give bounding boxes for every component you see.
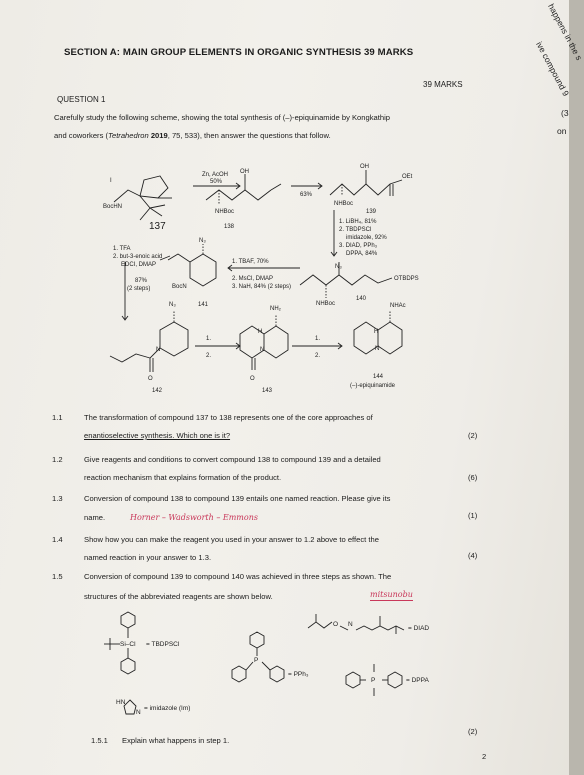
label-n-143: N: [260, 347, 265, 353]
step4-line-3: 3. NaH, 84% (2 steps): [232, 284, 292, 290]
q1-5-1-text: Explain what happens in step 1.: [122, 736, 230, 745]
label-h-143: H: [258, 329, 263, 335]
q1-3-handwritten-answer: Horner – Wadsworth – Emmons: [130, 513, 258, 522]
compound-144: 144: [373, 374, 384, 380]
label-n-imidazole: N: [136, 709, 141, 716]
q1-3-marks: (1): [468, 511, 478, 520]
label-nhboc-139: NHBoc: [334, 201, 354, 207]
step1-yield: 50%: [210, 179, 223, 185]
label-n-142: N: [156, 347, 161, 353]
step3-line-4: 3. DIAD, PPh₃: [339, 243, 378, 249]
question-marks: 39 MARKS: [423, 80, 463, 89]
label-oh-139: OH: [360, 164, 369, 170]
label-dppa: = DPPA: [406, 677, 429, 684]
q1-2-line-1: Give reagents and conditions to convert compound 138 to compound 139 and a detailed: [84, 455, 381, 464]
q1-3-line-2: name.: [84, 513, 106, 522]
step1-reagent: Zn, AcOH: [202, 172, 229, 178]
intro-line-2: and coworkers (Tetrahedron 2019, 75, 533), then answer the questions that follow.: [54, 131, 331, 140]
step5-line-2: 2. but-3-enoic acid: [113, 254, 163, 260]
q1-4-marks: (4): [468, 551, 478, 560]
q1-2-marks: (6): [468, 473, 478, 482]
step3-line-3: imidazole, 92%: [346, 235, 387, 241]
label-diad: = DIAD: [408, 625, 430, 632]
compound-138: 138: [224, 224, 235, 230]
corner-rotated-text: [505, 0, 584, 140]
label-imidazole: = imidazole (Im): [144, 705, 191, 712]
label-bochn-137: BocHN: [103, 204, 123, 210]
q1-1-number: 1.1: [52, 413, 63, 422]
q1-5-handwritten-note: mitsunobu: [370, 590, 413, 599]
q1-4-number: 1.4: [52, 535, 63, 544]
q1-2-number: 1.2: [52, 455, 63, 464]
label-bocn-141: BocN: [172, 284, 187, 290]
synthesis-scheme: [0, 150, 569, 400]
q1-5-1-number: 1.5.1: [91, 736, 108, 745]
compound-139: 139: [366, 209, 377, 215]
step4-line-1: 1. TBAF, 70%: [232, 259, 269, 265]
compound-140: 140: [356, 296, 367, 302]
label-p-pph3: P: [254, 657, 259, 664]
product-name: (–)-epiquinamide: [350, 383, 396, 389]
corner-line-2: ive compound 9: [534, 40, 572, 98]
label-nh2-143: NH₂: [270, 306, 281, 312]
corner-line-4: on: [557, 126, 567, 136]
step3-line-2: 2. TBDPSCl: [339, 227, 372, 233]
q1-3-number: 1.3: [52, 494, 63, 503]
step3-line-5: DPPA, 84%: [346, 251, 378, 257]
section-title: SECTION A: MAIN GROUP ELEMENTS IN ORGANIC SYNTHESIS 39 MARKS: [64, 47, 414, 58]
label-nhboc-138: NHBoc: [215, 209, 235, 215]
page-number: 2: [482, 752, 487, 761]
step5-line-3: EDCI, DMAP: [121, 262, 157, 268]
q1-1-line-2: enantioselective synthesis. Which one is it?: [84, 431, 231, 440]
step4-line-2: 2. MsCl, DMAP: [232, 276, 274, 282]
label-hn-imidazole: HN: [116, 699, 126, 706]
q1-4-line-2: named reaction in your answer to 1.3.: [84, 553, 212, 562]
corner-line-1: happens in the s: [546, 2, 584, 62]
label-o-142: O: [148, 376, 153, 382]
label-n-144: N: [375, 346, 380, 352]
compound-142: 142: [152, 388, 163, 394]
q1-4-line-1: Show how you can make the reagent you used in your answer to 1.2 above to effect the: [84, 535, 379, 544]
label-n3-140: N₃: [335, 264, 342, 270]
q1-5-1-marks: (2): [468, 727, 478, 736]
q1-5-line-1: Conversion of compound 139 to compound 140 was achieved in three steps as shown. The: [84, 572, 392, 581]
q1-5-line-2: structures of the abbreviated reagents are shown below.: [84, 592, 273, 601]
q1-1-marks: (2): [468, 431, 478, 440]
label-n3-142: N₃: [169, 302, 176, 308]
corner-line-3: (3: [561, 108, 569, 118]
step5-yield: 87%: [135, 278, 148, 284]
label-oh-138: OH: [240, 169, 249, 175]
step7-line-2: 2.: [315, 353, 321, 359]
step2-yield: 63%: [300, 192, 313, 198]
step6-line-2: 2.: [206, 353, 212, 359]
question-heading: QUESTION 1: [57, 95, 106, 104]
compound-143: 143: [262, 388, 273, 394]
step7-line-1: 1.: [315, 336, 321, 342]
label-o-143: O: [250, 376, 255, 382]
label-si-cl: Si–Cl: [120, 641, 136, 648]
compound-141: 141: [198, 302, 209, 308]
label-oet-139: OEt: [402, 174, 413, 180]
label-pph3: = PPh₃: [288, 671, 309, 678]
label-tbdpscl: = TBDPSCl: [146, 641, 180, 648]
compound-137: 137: [149, 221, 166, 232]
step5-steps: (2 steps): [127, 286, 151, 292]
intro-line-1: Carefully study the following scheme, showing the total synthesis of (–)-epiquinamide by Kongkathip: [54, 113, 390, 122]
label-i: I: [110, 178, 112, 184]
label-p-dppa: P: [371, 677, 376, 684]
step3-line-1: 1. LiBH₄, 81%: [339, 219, 377, 225]
reagent-structures: [0, 600, 569, 720]
q1-3-line-1: Conversion of compound 138 to compound 139 entails one named reaction. Please give its: [84, 494, 391, 503]
q1-2-line-2: reaction mechanism that explains formation of the product.: [84, 473, 282, 482]
label-nhboc-140: NHBoc: [316, 301, 336, 307]
step6-line-1: 1.: [206, 336, 212, 342]
label-otbdps-140: OTBDPS: [394, 276, 419, 282]
label-nhac-144: NHAc: [390, 303, 406, 309]
label-n-diad: N: [348, 621, 353, 628]
label-n3-141: N₃: [199, 238, 206, 244]
label-o-diad: O: [333, 621, 339, 628]
label-h-144: H: [374, 329, 379, 335]
step5-line-1: 1. TFA: [113, 246, 131, 252]
q1-5-number: 1.5: [52, 572, 63, 581]
q1-1-line-1: The transformation of compound 137 to 138 represents one of the core approaches of: [84, 413, 373, 422]
